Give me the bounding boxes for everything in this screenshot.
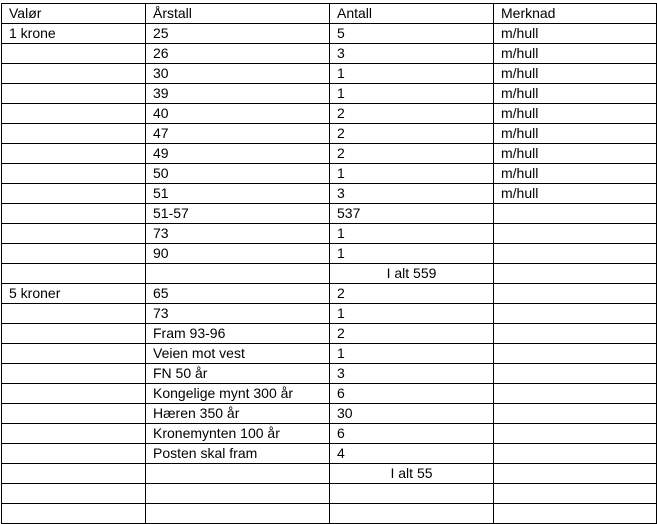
cell-valor (2, 64, 146, 84)
table-row (2, 344, 657, 364)
header-cell-valor: Valør (2, 4, 146, 24)
table-body (2, 24, 657, 524)
header-cell-antall: Antall (330, 4, 494, 24)
cell-antall: 1 (330, 64, 494, 84)
table-row (2, 444, 657, 464)
cell-merknad (494, 404, 657, 424)
cell-merknad: m/hull (494, 44, 657, 64)
cell-valor (2, 204, 146, 224)
cell-arstall: 51 (146, 184, 330, 204)
cell-merknad (494, 204, 657, 224)
cell-arstall: 25 (146, 24, 330, 44)
cell-antall (330, 504, 494, 524)
cell-merknad: m/hull (494, 84, 657, 104)
table-row (2, 484, 657, 504)
cell-arstall: Hæren 350 år (146, 404, 330, 424)
cell-merknad (494, 344, 657, 364)
cell-arstall (146, 504, 330, 524)
total-row (2, 464, 657, 484)
cell-antall: 2 (330, 144, 494, 164)
cell-antall: 1 (330, 344, 494, 364)
cell-arstall: 50 (146, 164, 330, 184)
cell-antall: 2 (330, 324, 494, 344)
cell-valor: 5 kroner (2, 284, 146, 304)
cell-arstall: Kronemynten 100 år (146, 424, 330, 444)
cell-merknad (494, 464, 657, 484)
cell-arstall: Kongelige mynt 300 år (146, 384, 330, 404)
table-row (2, 364, 657, 384)
cell-arstall: 73 (146, 304, 330, 324)
cell-merknad: m/hull (494, 124, 657, 144)
table-row (2, 284, 657, 304)
total-cell: I alt 559 (330, 264, 494, 284)
cell-arstall (146, 464, 330, 484)
cell-merknad (494, 224, 657, 244)
cell-antall: 1 (330, 304, 494, 324)
cell-merknad: m/hull (494, 164, 657, 184)
table-row (2, 324, 657, 344)
cell-antall: 30 (330, 404, 494, 424)
table-row (2, 384, 657, 404)
cell-arstall: Posten skal fram (146, 444, 330, 464)
table-row (2, 424, 657, 444)
cell-valor (2, 384, 146, 404)
cell-antall: 4 (330, 444, 494, 464)
total-cell: I alt 55 (330, 464, 494, 484)
cell-arstall: 90 (146, 244, 330, 264)
cell-valor (2, 224, 146, 244)
cell-valor (2, 44, 146, 64)
cell-valor (2, 464, 146, 484)
cell-antall: 5 (330, 24, 494, 44)
table-row (2, 44, 657, 64)
table-row (2, 184, 657, 204)
cell-antall: 1 (330, 224, 494, 244)
table-row (2, 124, 657, 144)
cell-arstall: Veien mot vest (146, 344, 330, 364)
cell-antall: 2 (330, 104, 494, 124)
cell-merknad (494, 424, 657, 444)
total-row (2, 264, 657, 284)
cell-valor: 1 krone (2, 24, 146, 44)
cell-valor (2, 124, 146, 144)
cell-merknad (494, 284, 657, 304)
cell-arstall: Fram 93-96 (146, 324, 330, 344)
cell-arstall: 26 (146, 44, 330, 64)
cell-arstall: 39 (146, 84, 330, 104)
cell-valor (2, 404, 146, 424)
cell-antall: 2 (330, 284, 494, 304)
cell-valor (2, 244, 146, 264)
cell-merknad: m/hull (494, 24, 657, 44)
cell-arstall: FN 50 år (146, 364, 330, 384)
table-row (2, 304, 657, 324)
cell-antall: 1 (330, 244, 494, 264)
cell-arstall: 51-57 (146, 204, 330, 224)
cell-valor (2, 504, 146, 524)
cell-valor (2, 344, 146, 364)
table-row (2, 144, 657, 164)
header-cell-arstall: Årstall (146, 4, 330, 24)
header-cell-merknad: Merknad (494, 4, 657, 24)
cell-arstall: 65 (146, 284, 330, 304)
cell-merknad (494, 304, 657, 324)
table-row (2, 404, 657, 424)
cell-merknad: m/hull (494, 184, 657, 204)
cell-valor (2, 444, 146, 464)
cell-valor (2, 364, 146, 384)
table-row (2, 84, 657, 104)
cell-arstall: 49 (146, 144, 330, 164)
cell-arstall (146, 484, 330, 504)
cell-valor (2, 484, 146, 504)
cell-antall: 3 (330, 364, 494, 384)
cell-valor (2, 324, 146, 344)
cell-valor (2, 84, 146, 104)
table-row (2, 104, 657, 124)
table-row (2, 204, 657, 224)
cell-arstall: 30 (146, 64, 330, 84)
table-row (2, 24, 657, 44)
cell-antall: 537 (330, 204, 494, 224)
table-row (2, 244, 657, 264)
cell-merknad: m/hull (494, 104, 657, 124)
cell-merknad (494, 324, 657, 344)
cell-merknad (494, 384, 657, 404)
cell-valor (2, 264, 146, 284)
cell-antall: 1 (330, 164, 494, 184)
cell-merknad (494, 244, 657, 264)
cell-merknad (494, 264, 657, 284)
coin-table (1, 3, 657, 524)
cell-antall: 3 (330, 184, 494, 204)
cell-merknad: m/hull (494, 64, 657, 84)
table-row (2, 164, 657, 184)
cell-valor (2, 184, 146, 204)
header-row (2, 4, 657, 24)
table-row (2, 64, 657, 84)
cell-arstall (146, 264, 330, 284)
cell-valor (2, 104, 146, 124)
cell-arstall: 73 (146, 224, 330, 244)
cell-arstall: 47 (146, 124, 330, 144)
cell-antall (330, 484, 494, 504)
table-row (2, 224, 657, 244)
cell-antall: 6 (330, 424, 494, 444)
cell-valor (2, 144, 146, 164)
table-row (2, 504, 657, 524)
cell-valor (2, 304, 146, 324)
cell-antall: 1 (330, 84, 494, 104)
cell-merknad (494, 484, 657, 504)
cell-antall: 2 (330, 124, 494, 144)
cell-valor (2, 424, 146, 444)
cell-merknad: m/hull (494, 144, 657, 164)
cell-valor (2, 164, 146, 184)
cell-antall: 3 (330, 44, 494, 64)
cell-arstall: 40 (146, 104, 330, 124)
cell-antall: 6 (330, 384, 494, 404)
cell-merknad (494, 504, 657, 524)
cell-merknad (494, 444, 657, 464)
cell-merknad (494, 364, 657, 384)
